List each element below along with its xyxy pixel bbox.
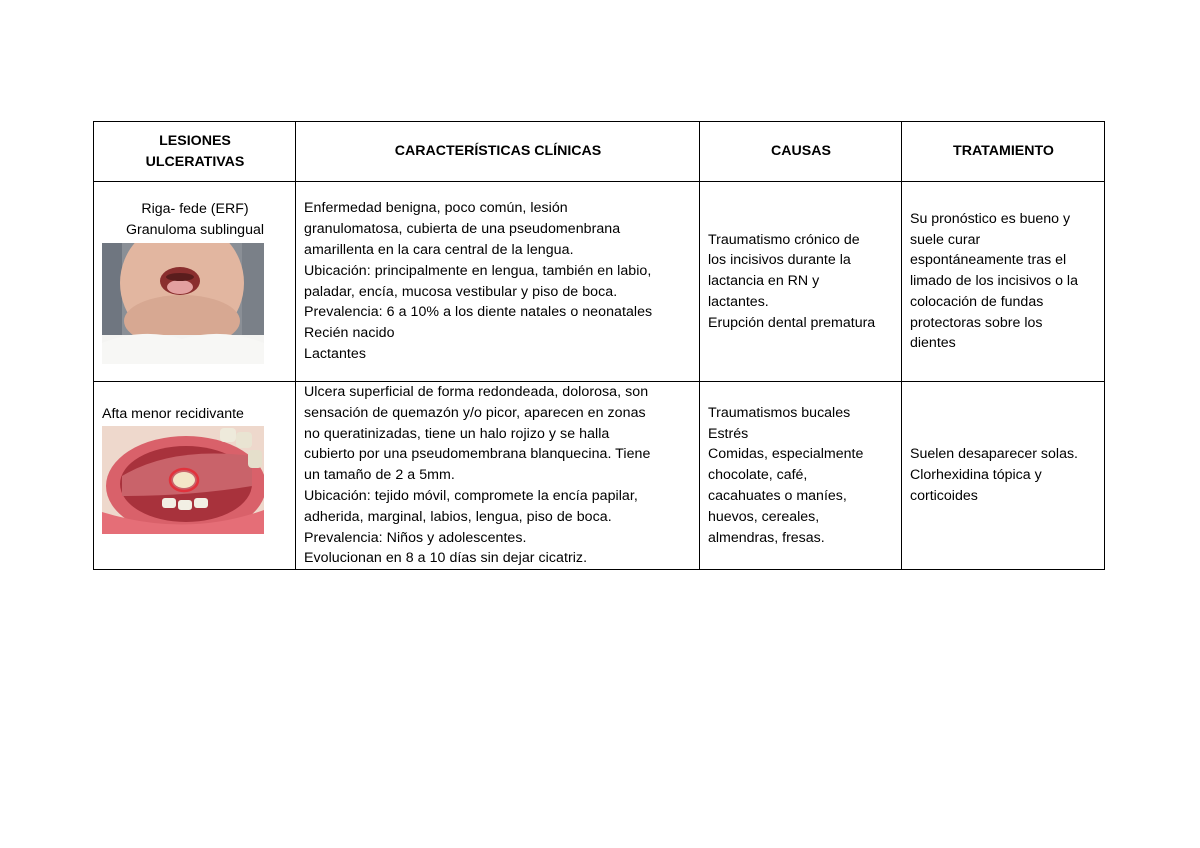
text-line: Traumatismo crónico de [708,231,860,248]
text-line: Comidas, especialmente [708,446,864,463]
text-line: Erupción dental prematura [708,314,876,331]
text-line: Suelen desaparecer solas. [910,446,1078,463]
caracteristicas-cell [296,182,700,382]
header-row [94,122,1105,182]
canker-sore-photo [102,426,264,547]
text-line: Ubicación: tejido móvil, compromete la encía papilar, [304,487,638,504]
text-line: cacahuates o maníes, [708,487,847,504]
text-line: Prevalencia: Niños y adolescentes. [304,529,527,546]
text-line: lactancia en RN y [708,273,820,290]
text-line: Recién nacido [304,325,395,342]
text-line: protectoras sobre los [910,314,1043,331]
text-line: Traumatismos bucales [708,404,851,421]
text-line: los incisivos durante la [708,252,851,269]
text-line: amarillenta en la cara central de la lengua. [304,241,574,258]
text-line: lactantes. [708,293,769,310]
text-line: huevos, cereales, [708,508,820,525]
text-line: Ubicación: principalmente en lengua, también en labio, [304,262,652,279]
header-text: LESIONES [159,132,231,149]
text-line: limado de los incisivos o la [910,273,1078,290]
text-line: chocolate, café, [708,467,808,484]
text-line: Estrés [708,425,749,442]
text-line: corticoides [910,487,978,504]
lesion-name: Granuloma sublingual [125,222,265,238]
text-line: granulomatosa, cubierta de una pseudomenbrana [304,221,621,238]
text-line: no queratinizadas, tiene un halo rojizo y se halla [304,425,610,442]
text-line: Ulcera superficial de forma redondeada, dolorosa, son [304,384,649,400]
header-text: ULCERATIVAS [145,153,245,170]
text-line: cubierto por una pseudomembrana blanquecina. Tiene [304,446,651,463]
text-line: espontáneamente tras el [910,252,1067,269]
text-line: dientes [910,335,956,352]
causas-cell [700,182,902,382]
caracteristicas-cell [296,382,700,570]
text-line: colocación de fundas [910,293,1044,310]
tratamiento-cell [902,182,1105,382]
text-line: Lactantes [304,345,366,362]
text-line: Prevalencia: 6 a 10% a los diente natales o neonatales [304,304,653,321]
lesions-table [93,121,1105,570]
table-row [94,382,1105,570]
text-line: adherida, marginal, labios, lengua, piso de boca. [304,508,612,525]
header-text: CARACTERÍSTICAS CLÍNICAS [394,143,602,160]
text-line: almendras, fresas. [708,529,825,546]
header-caracteristicas [296,122,700,182]
text-line: Su pronóstico es bueno y [910,210,1071,227]
baby-tongue-photo [102,243,264,364]
lesion-name: Afta menor recidivante [102,405,244,422]
text-line: Enfermedad benigna, poco común, lesión [304,200,568,217]
text-line: Clorhexidina tópica y [910,467,1042,484]
text-line: paladar, encía, mucosa vestibular y piso de boca. [304,283,618,300]
text-line: un tamaño de 2 a 5mm. [304,467,455,484]
lesion-cell [94,182,296,382]
causas-cell [700,382,902,570]
text-line: suele curar [910,231,981,248]
header-tratamiento [902,122,1105,182]
lesion-cell [94,382,296,570]
table-row [94,182,1105,382]
header-causas [700,122,902,182]
text-line: sensación de quemazón y/o picor, aparecen en zonas [304,404,646,421]
header-lesiones [94,122,296,182]
lesion-name: Riga- fede (ERF) [141,201,249,218]
header-text: TRATAMIENTO [953,143,1054,160]
header-text: CAUSAS [771,143,831,160]
tratamiento-cell [902,382,1105,570]
text-line: Evolucionan en 8 a 10 días sin dejar cicatriz. [304,550,588,567]
